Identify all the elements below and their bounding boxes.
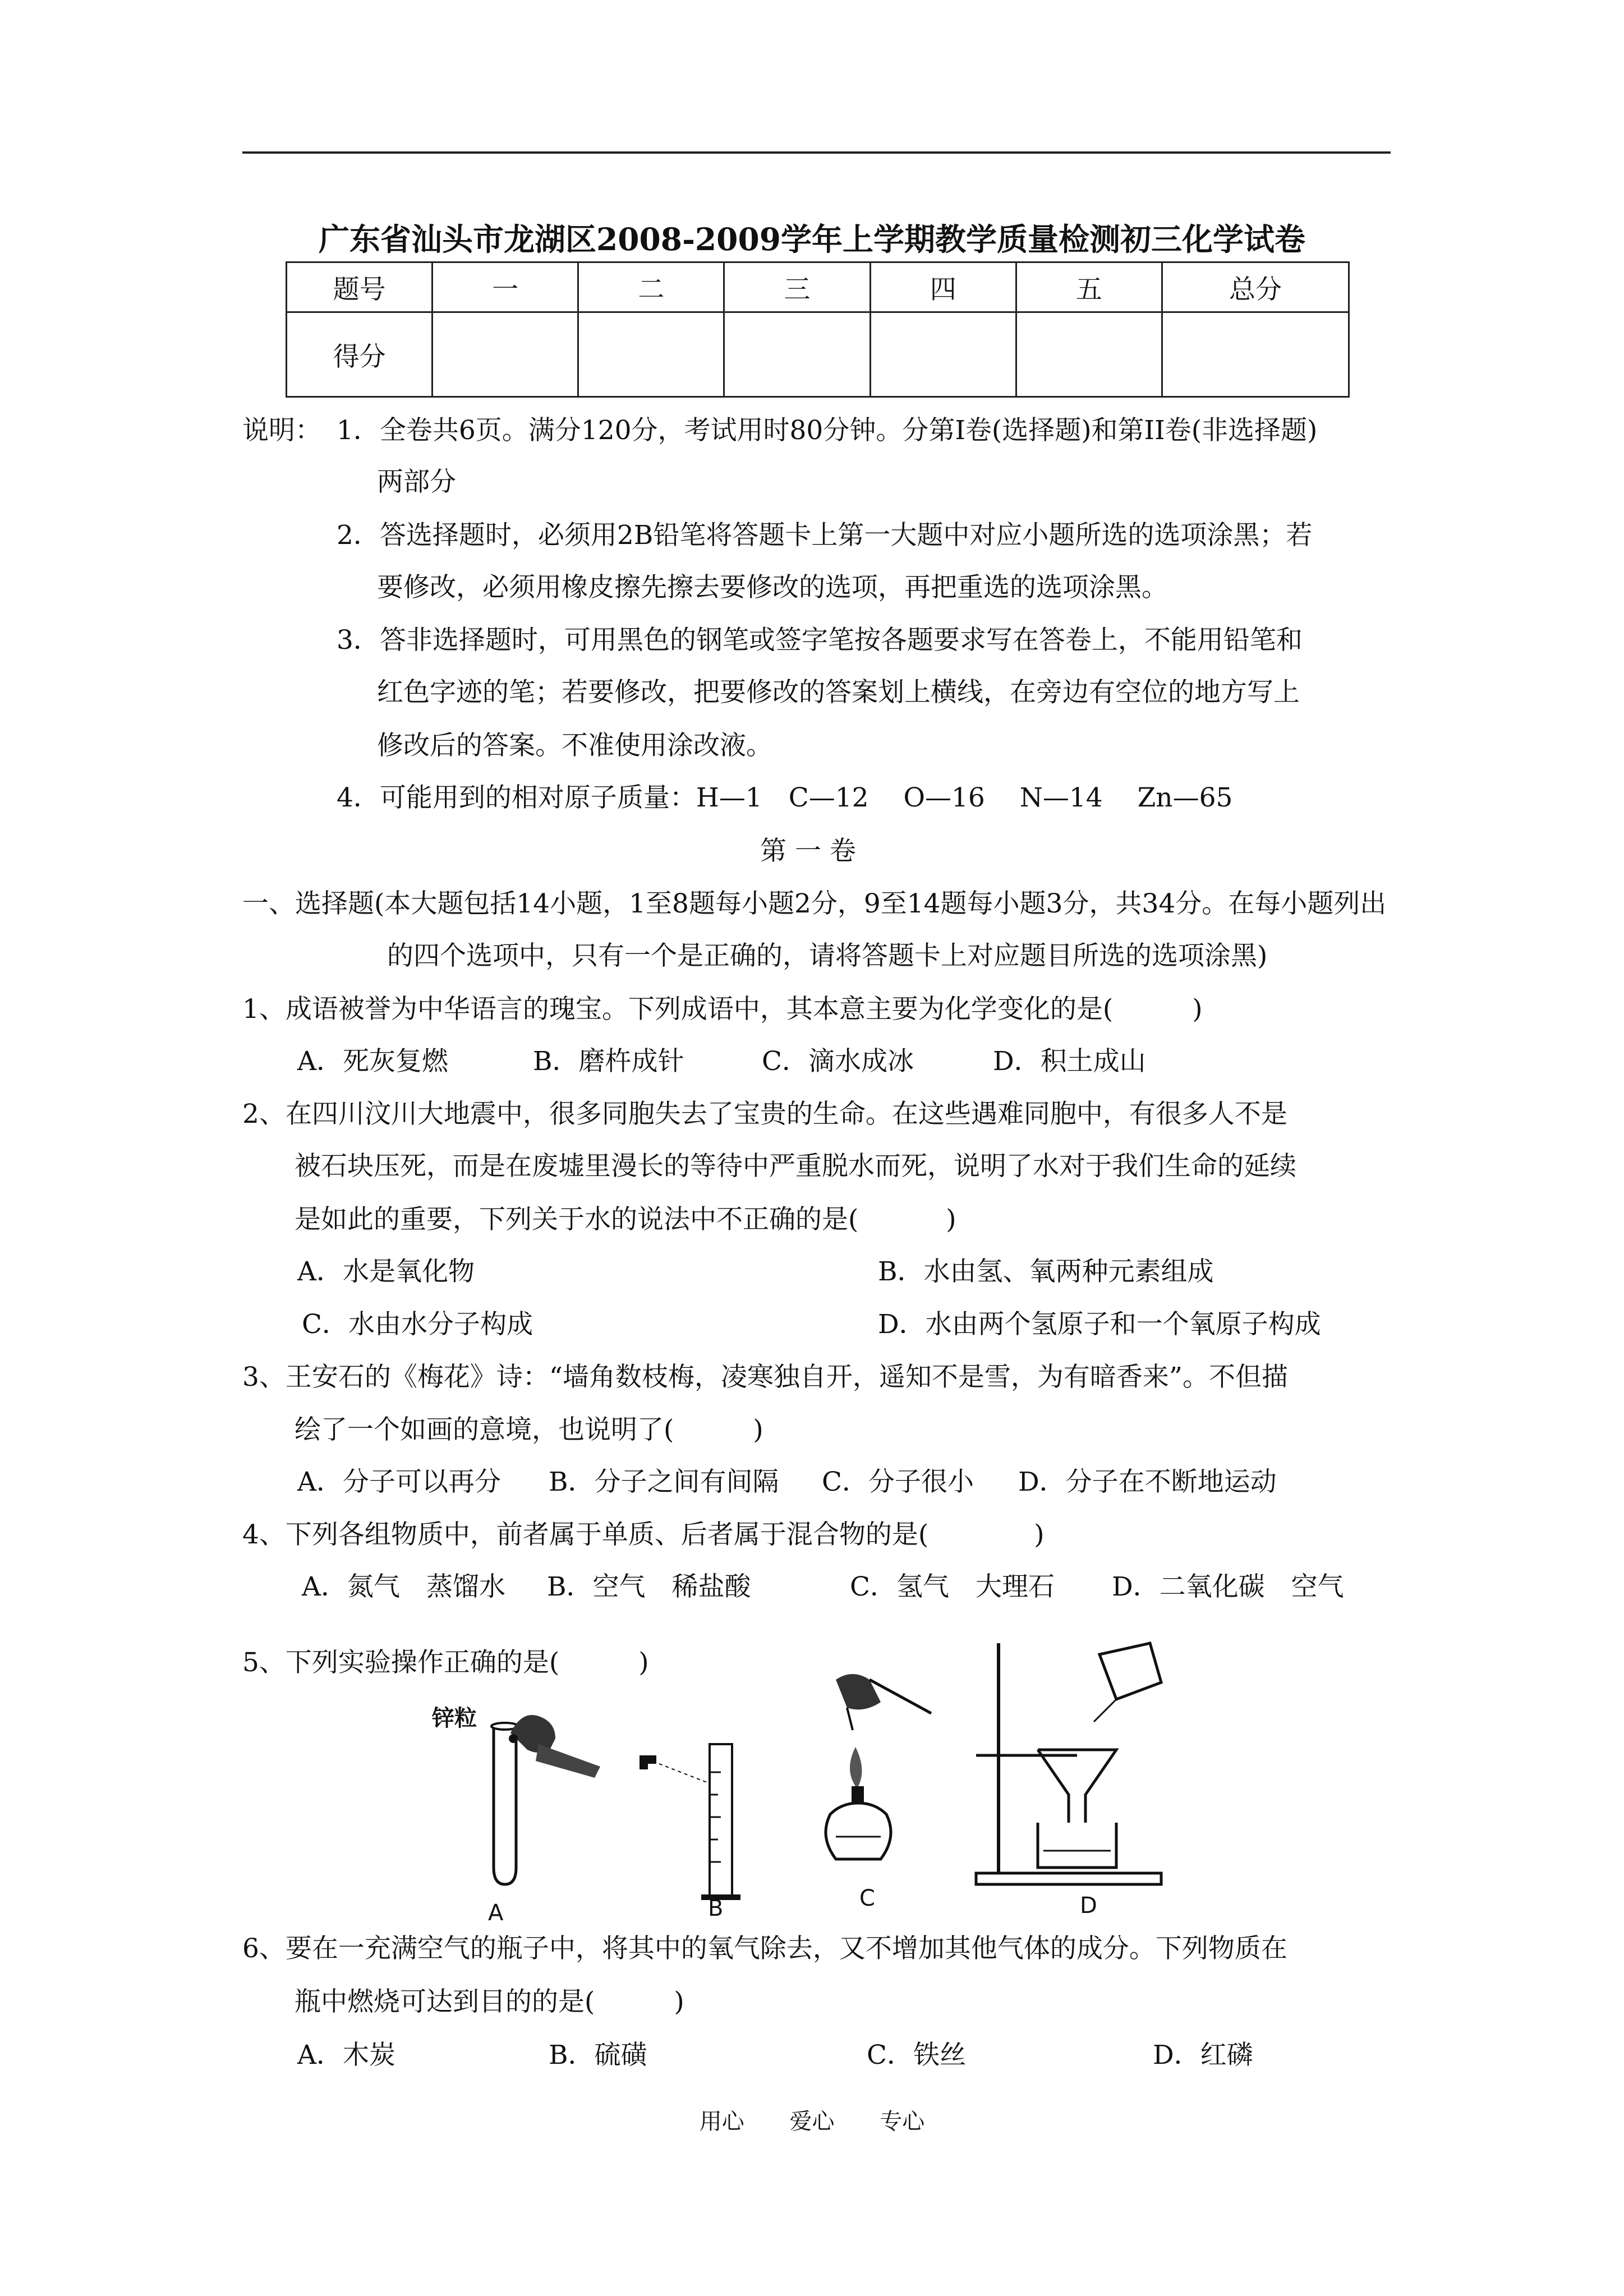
question-3-option-d: D．分子在不断地运动 — [1018, 1467, 1277, 1497]
score-table-header-row — [287, 262, 1349, 312]
question-2-line-3: 是如此的重要，下列关于水的说法中不正确的是( ) — [295, 1204, 956, 1235]
zinc-label: 锌粒 — [432, 1705, 477, 1731]
instruction-4-line-1: 4．可能用到的相对原子质量：H—1 C—12 O—16 N—14 Zn—65 — [337, 782, 1233, 813]
page-footer — [0, 2104, 1624, 2136]
score-table-cell — [1162, 312, 1349, 397]
graduated-cylinder-illustration — [634, 1739, 763, 1907]
question-1-option-c: C．滴水成冰 — [762, 1046, 914, 1077]
question-2-option-c: C．水由水分子构成 — [302, 1309, 533, 1340]
instruction-3-line-3: 修改后的答案。不准使用涂改液。 — [377, 730, 772, 761]
question-2-line-1: 2、在四川汶川大地震中，很多同胞失去了宝贵的生命。在这些遇难同胞中，有很多人不是 — [242, 1099, 1287, 1129]
instructions-label: 说明： — [242, 415, 321, 446]
question-6-line-1: 6、要在一充满空气的瓶子中，将其中的氧气除去，又不增加其他气体的成分。下列物质在 — [242, 1933, 1287, 1964]
question-6-option-d: D．红磷 — [1153, 2040, 1253, 2071]
figure-c-label: C — [859, 1885, 875, 1911]
score-table — [286, 261, 1350, 398]
question-2-line-2: 被石块压死，而是在废墟里漫长的等待中严重脱水而死，说明了水对于我们生命的延续 — [295, 1151, 1296, 1182]
score-table-header-cell: 三 — [724, 262, 870, 312]
instruction-2-line-1: 2．答选择题时，必须用2B铅笔将答题卡上第一大题中对应小题所选的选项涂黑；若 — [337, 520, 1313, 551]
question-2-option-b: B．水由氢、氧两种元素组成 — [878, 1256, 1214, 1287]
page-title: 广东省汕头市龙湖区2008-2009学年上学期教学质量检测初三化学试卷 — [319, 221, 1305, 257]
figure-b-label: B — [708, 1896, 724, 1921]
score-table-cell — [724, 312, 870, 397]
filtration-apparatus-illustration — [965, 1638, 1178, 1901]
question-3-option-b: B．分子之间有间隔 — [549, 1467, 779, 1497]
score-table-header-cell: 总分 — [1162, 262, 1349, 312]
question-4-option-c: C．氢气 大理石 — [850, 1571, 1055, 1602]
instruction-2-line-2: 要修改，必须用橡皮擦先擦去要修改的选项，再把重选的选项涂黑。 — [377, 572, 1168, 603]
footer-item: 爱心 — [789, 2109, 835, 2134]
question-1-option-d: D．积土成山 — [993, 1046, 1146, 1077]
score-table-cell — [1016, 312, 1162, 397]
section-1-line-2: 的四个选项中，只有一个是正确的，请将答题卡上对应题目所选的选项涂黑) — [387, 940, 1268, 971]
instruction-3-line-1: 3．答非选择题时，可用黑色的钢笔或签字笔按各题要求写在答卷上，不能用铅笔和 — [337, 625, 1303, 656]
question-1-option-b: B．磨杵成针 — [533, 1046, 684, 1077]
score-table-header-cell: 题号 — [287, 262, 433, 312]
alcohol-lamp-illustration — [797, 1668, 942, 1893]
score-table-header-cell: 二 — [578, 262, 724, 312]
instruction-1-line-1: 1．全卷共6页。满分120分，考试用时80分钟。分第Ⅰ卷(选择题)和第II卷(非选择题) — [337, 415, 1318, 446]
question-6-line-2: 瓶中燃烧可达到目的的是( ) — [295, 1986, 684, 2017]
instruction-3-line-2: 红色字迹的笔；若要修改，把要修改的答案划上横线，在旁边有空位的地方写上 — [377, 677, 1300, 708]
question-1-stem: 1、成语被誉为中华语言的瑰宝。下列成语中，其本意主要为化学变化的是( ) — [242, 994, 1203, 1025]
score-table-cell — [870, 312, 1016, 397]
score-table-row-label: 得分 — [287, 312, 433, 397]
question-3-line-2: 绘了一个如画的意境，也说明了( ) — [295, 1414, 763, 1445]
footer-item: 专心 — [880, 2109, 925, 2134]
figure-d-label: D — [1080, 1893, 1097, 1919]
figure-a-label: A — [488, 1900, 504, 1926]
score-table-score-row — [287, 312, 1349, 397]
question-3-option-c: C．分子很小 — [822, 1467, 974, 1497]
instruction-1-line-2: 两部分 — [377, 467, 456, 497]
question-1-option-a: A．死灰复燃 — [297, 1046, 448, 1077]
test-tube-illustration — [460, 1699, 606, 1901]
question-4-stem: 4、下列各组物质中，前者属于单质、后者属于混合物的是( ) — [242, 1519, 1045, 1550]
question-4-option-d: D．二氧化碳 空气 — [1112, 1571, 1344, 1602]
score-table-cell — [578, 312, 724, 397]
question-4-option-b: B．空气 稀盐酸 — [547, 1571, 751, 1602]
section-1-line-1: 一、选择题(本大题包括14小题，1至8题每小题2分，9至14题每小题3分，共34分。在每小题列出 — [242, 888, 1387, 919]
question-4-option-a: A．氮气 蒸馏水 — [302, 1571, 505, 1602]
question-6-option-b: B．硫磺 — [549, 2040, 647, 2071]
question-5-stem: 5、下列实验操作正确的是( ) — [242, 1647, 649, 1678]
question-2-option-a: A．水是氧化物 — [297, 1256, 475, 1287]
volume-title: 第 一 卷 — [760, 836, 856, 866]
top-rule — [242, 151, 1391, 154]
footer-item: 用心 — [699, 2109, 744, 2134]
question-2-option-d: D．水由两个氢原子和一个氧原子构成 — [878, 1309, 1321, 1340]
score-table-cell — [433, 312, 578, 397]
score-table-header-cell: 一 — [433, 262, 578, 312]
question-6-option-a: A．木炭 — [297, 2040, 395, 2071]
score-table-header-cell: 四 — [870, 262, 1016, 312]
score-table-header-cell: 五 — [1016, 262, 1162, 312]
question-3-option-a: A．分子可以再分 — [297, 1467, 501, 1497]
question-3-line-1: 3、王安石的《梅花》诗：“墙角数枝梅，凌寒独自开，遥知不是雪，为有暗香来”。不但描 — [242, 1362, 1288, 1393]
question-6-option-c: C．铁丝 — [867, 2040, 966, 2071]
